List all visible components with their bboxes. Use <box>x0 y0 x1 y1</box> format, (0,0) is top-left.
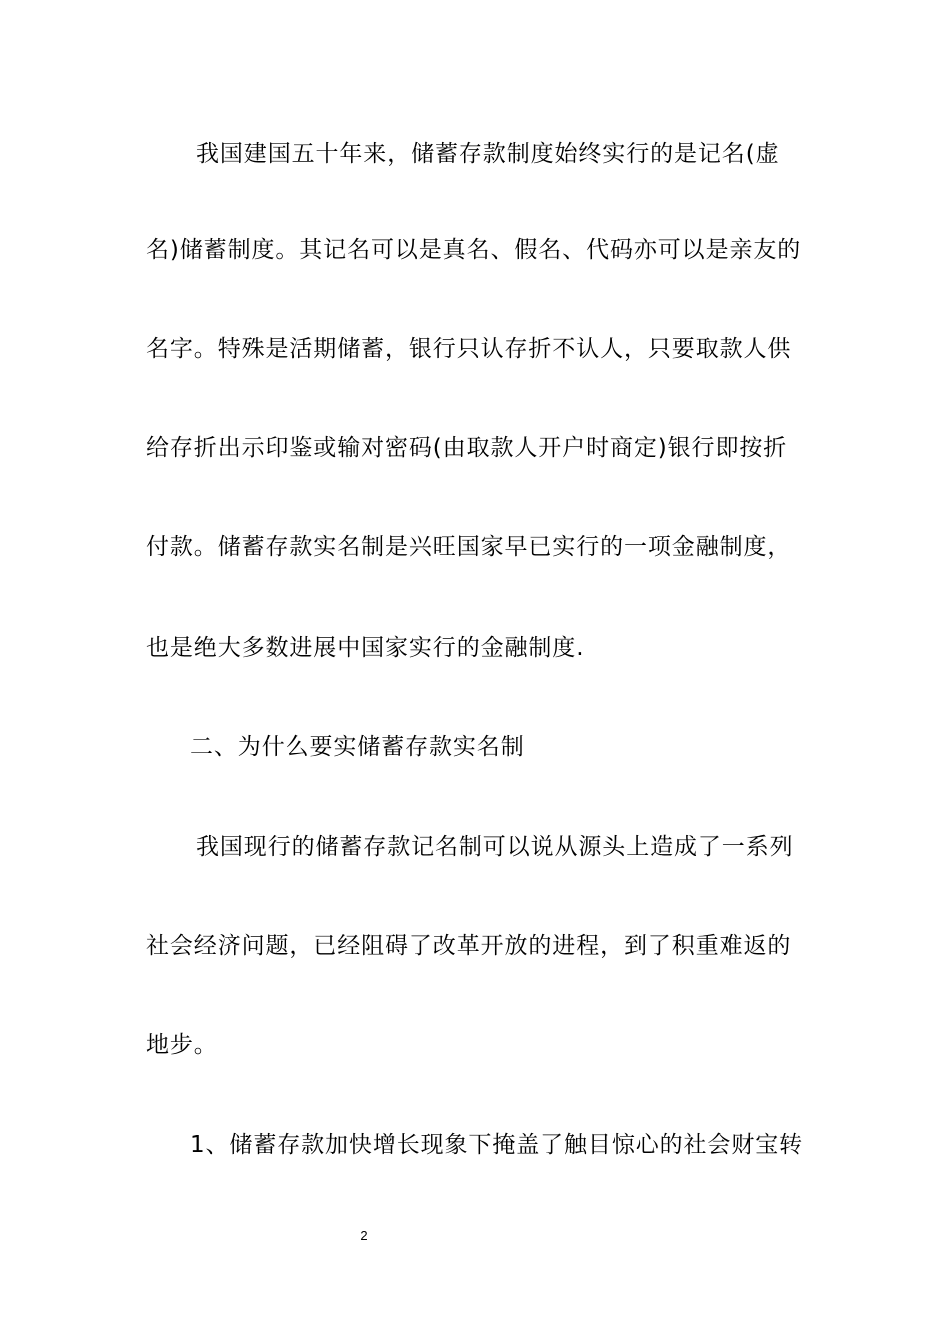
paragraph-1-line-6: 也是绝大多数进展中国家实行的金融制度. <box>146 635 585 661</box>
page-number: 2 <box>360 1228 368 1243</box>
list-item-1-line-1: 1、储蓄存款加快增长现象下掩盖了触目惊心的社会财宝转 <box>190 1132 804 1158</box>
paragraph-1-line-5: 付款。储蓄存款实名制是兴旺国家早已实行的一项金融制度， <box>146 534 792 560</box>
paragraph-1-line-4: 给存折出示印鉴或输对密码(由取款人开户时商定)银行即按折 <box>146 435 788 461</box>
paragraph-2-line-2: 社会经济问题，已经阻碍了改革开放的进程，到了积重难返的 <box>146 933 792 959</box>
paragraph-1-line-1: 我国建国五十年来，储蓄存款制度始终实行的是记名(虚 <box>196 141 780 167</box>
paragraph-1-line-2: 名)储蓄制度。其记名可以是真名、假名、代码亦可以是亲友的 <box>146 237 802 263</box>
paragraph-1-line-3: 名字。特殊是活期储蓄，银行只认存折不认人，只要取款人供 <box>146 336 792 362</box>
paragraph-2-line-3: 地步。 <box>146 1032 218 1058</box>
section-heading: 二、为什么要实储蓄存款实名制 <box>190 734 525 760</box>
paragraph-2-line-1: 我国现行的储蓄存款记名制可以说从源头上造成了一系列 <box>196 834 794 860</box>
